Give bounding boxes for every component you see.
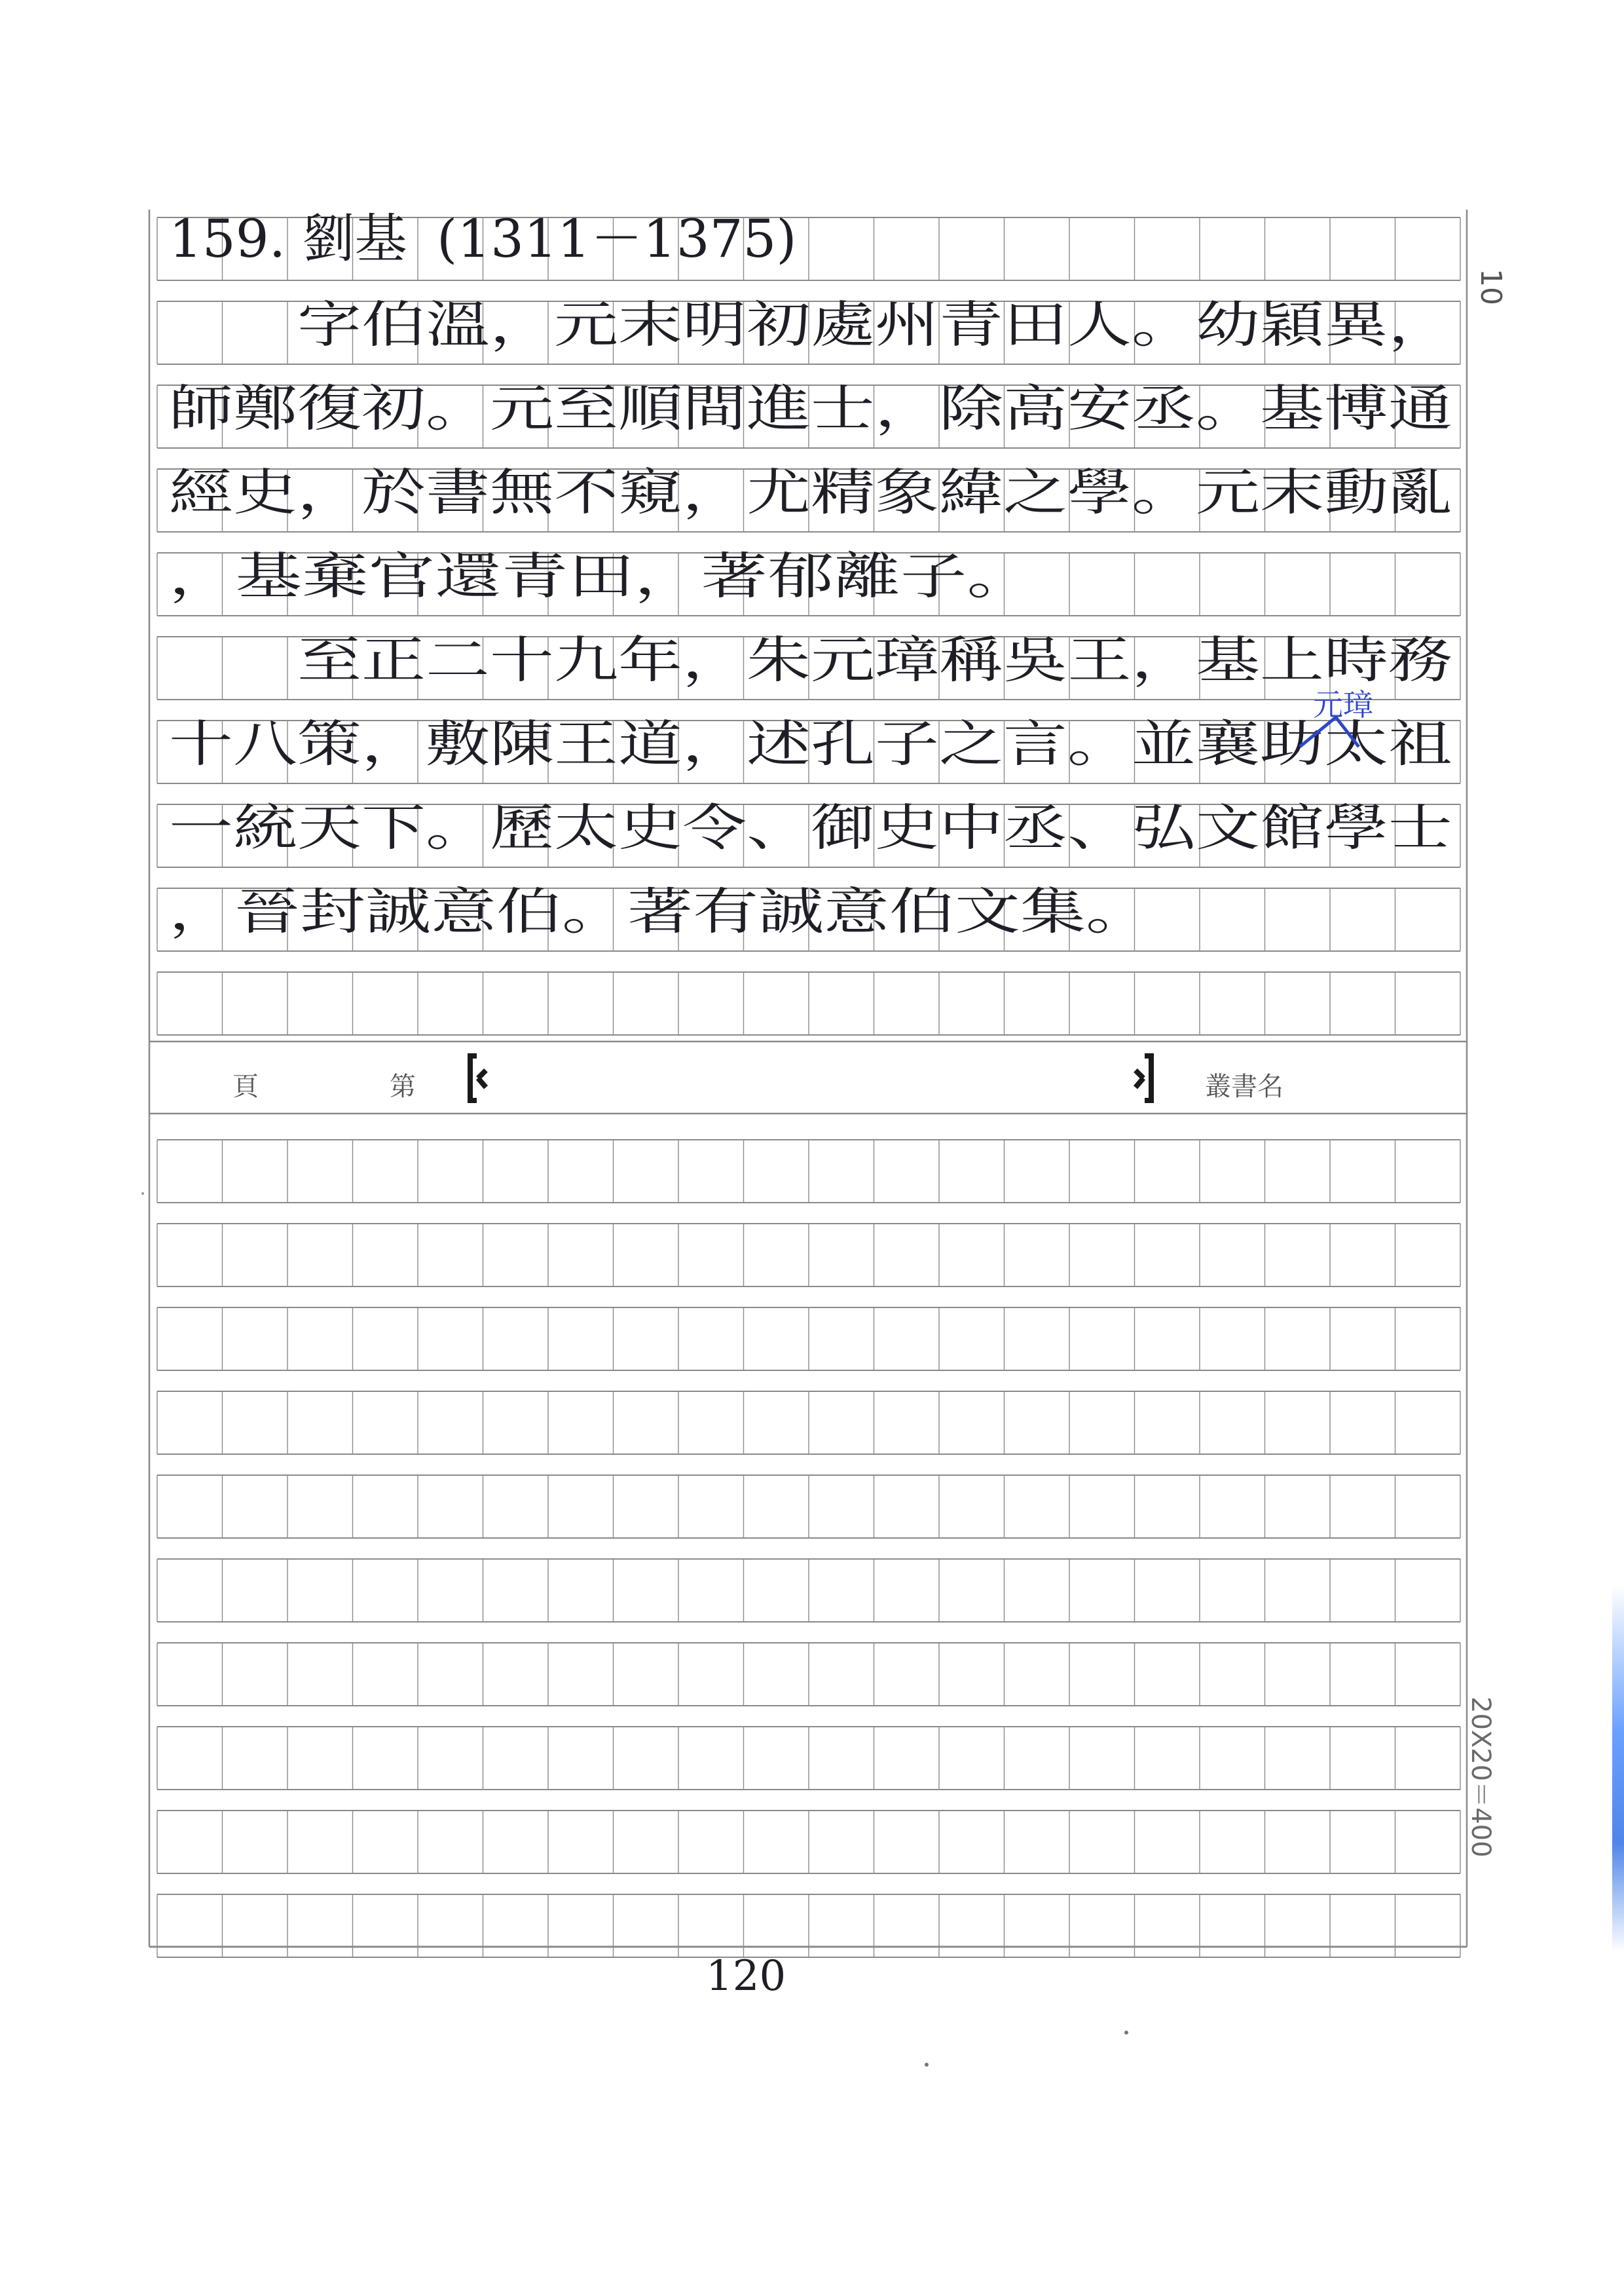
body-line-3: 經史，於書無不窺，尤精象緯之學。元末動亂 xyxy=(169,463,1452,521)
body-line-2: 師鄭復初。元至順間進士，除高安丞。基博通 xyxy=(169,379,1452,438)
entry-number: 159. xyxy=(169,208,286,269)
right-bracket-icon xyxy=(1135,1056,1151,1100)
sheet-label-left: 頁 xyxy=(232,1072,259,1102)
sheet-label-mid: 第 xyxy=(390,1072,416,1102)
body-line-7: 一統天下。歷太史令、御史中丞、弘文館學士 xyxy=(169,798,1452,857)
body-line-6: 十八策，敷陳王道，述孔子之言。並襄助太祖 xyxy=(169,715,1452,773)
body-line-8: ，晉封誠意伯。著有誠意伯文集。 xyxy=(169,882,1151,941)
scan-speck xyxy=(1124,2031,1128,2035)
corner-mark: 10 xyxy=(1474,269,1507,305)
entry-dates: (1311－1375) xyxy=(437,208,797,269)
body-line-1: 字伯溫，元末明初處州青田人。幼穎異， xyxy=(169,295,1452,354)
entry-name: 劉基 xyxy=(302,208,407,269)
left-bracket-icon xyxy=(470,1056,486,1100)
scan-speck xyxy=(141,1192,144,1195)
page-number: 120 xyxy=(706,1952,786,2000)
grid-spec-label: 20X20＝400 xyxy=(1466,1697,1496,1858)
body-line-4: ，基棄官還青田，著郁離子。 xyxy=(169,547,1033,605)
scan-edge-glow xyxy=(1612,1585,1624,1952)
body-line-5: 至正二十九年，朱元璋稱吳王，基上時務 xyxy=(169,631,1452,689)
sheet-label-right: 叢書名 xyxy=(1205,1072,1283,1102)
scan-speck xyxy=(925,2063,929,2067)
annotation-text: 元璋 xyxy=(1313,687,1373,723)
entry-heading xyxy=(169,208,797,269)
